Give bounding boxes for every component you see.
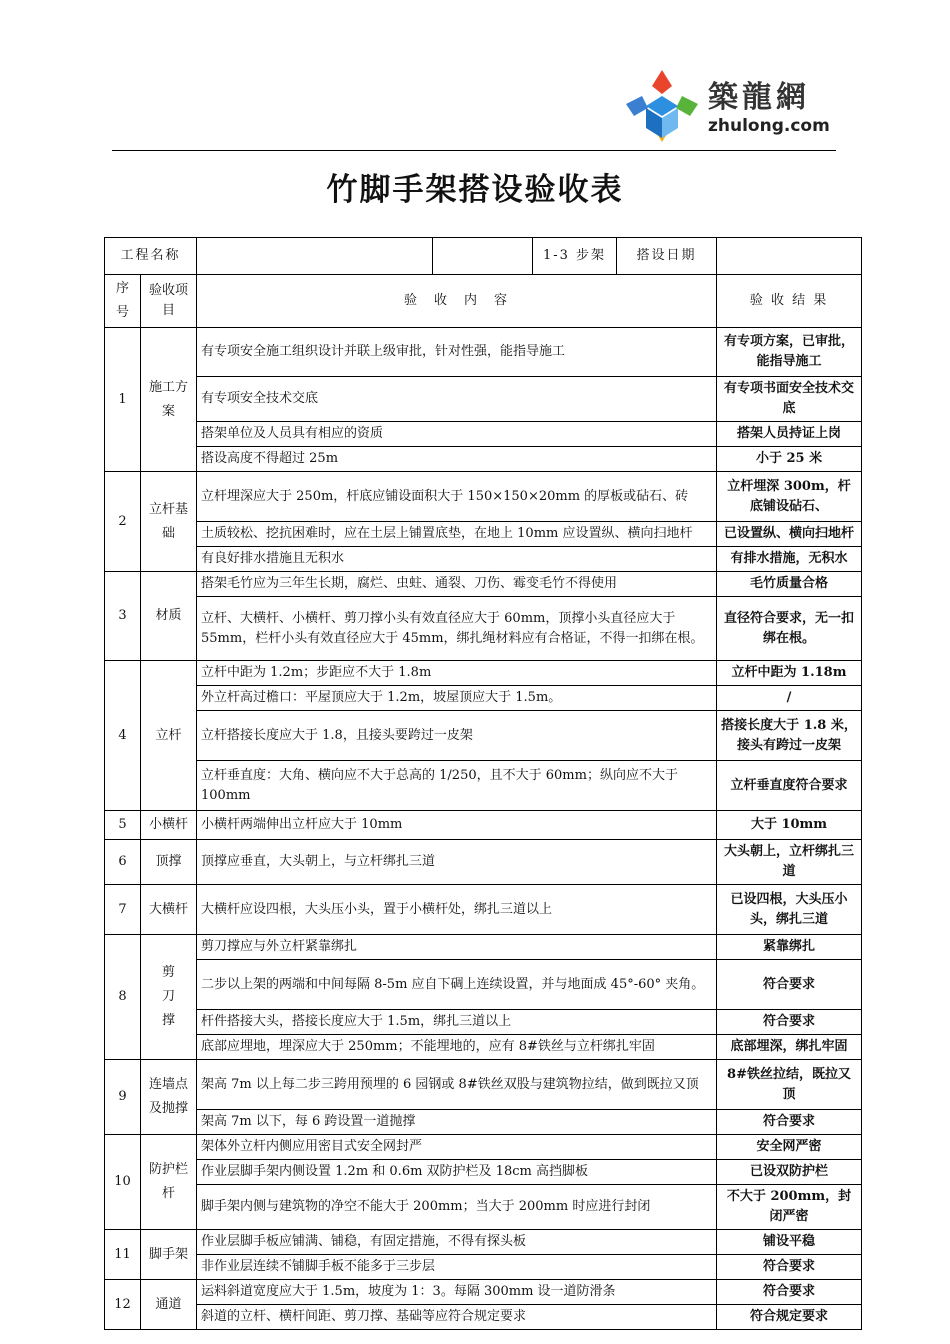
group-number: 9 xyxy=(105,1060,141,1135)
check-result: 已设置纵、横向扫地杆 xyxy=(717,522,862,547)
group-item: 立杆基础 xyxy=(141,472,197,572)
check-result: 大于 10mm xyxy=(717,811,862,840)
group-item-text: 剪刀撑 xyxy=(161,964,175,1028)
check-result: 立杆垂直度符合要求 xyxy=(717,761,862,811)
check-result: 紧靠绑扎 xyxy=(717,935,862,960)
check-result: 安全网严密 xyxy=(717,1135,862,1160)
zhulong-logo xyxy=(622,68,836,146)
group-number: 2 xyxy=(105,472,141,572)
check-content: 剪刀撑应与外立杆紧靠绑扎 xyxy=(197,935,717,960)
group-item: 材质 xyxy=(141,572,197,661)
steps-cell: 1-3 步架 xyxy=(533,238,617,275)
check-content: 有专项安全施工组织设计并联上级审批，针对性强，能指导施工 xyxy=(197,328,717,377)
check-content: 非作业层连续不铺脚手板不能多于三步层 xyxy=(197,1255,717,1280)
check-result: 铺设平稳 xyxy=(717,1230,862,1255)
check-content: 外立杆高过檐口：平屋顶应大于 1.2m，坡屋顶应大于 1.5m。 xyxy=(197,686,717,711)
group-item: 脚手架 xyxy=(141,1230,197,1280)
table-row xyxy=(105,1110,862,1135)
table-row xyxy=(105,1160,862,1185)
group-number: 6 xyxy=(105,840,141,885)
table-row xyxy=(105,522,862,547)
group-item: 大横杆 xyxy=(141,885,197,935)
check-content: 作业层脚手板应铺满、铺稳，有固定措施，不得有探头板 xyxy=(197,1230,717,1255)
check-result: 有专项书面安全技术交底 xyxy=(717,377,862,422)
group-number: 8 xyxy=(105,935,141,1060)
col-result-header: 验 收 结 果 xyxy=(717,275,862,328)
group-item: 连墙点及抛撑 xyxy=(141,1060,197,1135)
blank-cell[interactable] xyxy=(433,238,533,275)
table-row xyxy=(105,1135,862,1160)
check-result: 直径符合要求，无一扣绑在根。 xyxy=(717,597,862,661)
check-result: 已设四根，大头压小头，绑扎三道 xyxy=(717,885,862,935)
check-content: 运料斜道宽度应大于 1.5m，坡度为 1：3。每隔 300mm 设一道防滑条 xyxy=(197,1280,717,1305)
group-number: 7 xyxy=(105,885,141,935)
group-item: 防护栏杆 xyxy=(141,1135,197,1230)
check-content: 立杆、大横杆、小横杆、剪刀撑小头有效直径应大于 60mm，顶撑小头直径应大于 55mm，栏杆小头有效直径应大于 45mm，绑扎绳材料应有合格证，不得一扣绑在根。 xyxy=(197,597,717,661)
check-result: 符合要求 xyxy=(717,1280,862,1305)
check-content: 立杆垂直度：大角、横向应不大于总高的 1/250，且不大于 60mm；纵向应不大于 100mm xyxy=(197,761,717,811)
table-row xyxy=(105,1305,862,1330)
group-number: 1 xyxy=(105,328,141,472)
logo-chinese-text: 築龍網 xyxy=(708,80,810,115)
table-row xyxy=(105,885,862,935)
check-content: 立杆搭接长度应大于 1.8，且接头要跨过一皮架 xyxy=(197,711,717,761)
group-number: 5 xyxy=(105,811,141,840)
table-row xyxy=(105,711,862,761)
table-row xyxy=(105,377,862,422)
check-content: 架体外立杆内侧应用密目式安全网封严 xyxy=(197,1135,717,1160)
check-content: 作业层脚手架内侧设置 1.2m 和 0.6m 双防护栏及 18cm 高挡脚板 xyxy=(197,1160,717,1185)
check-content: 二步以上架的两端和中间每隔 8-5m 应自下碉上连续设置，并与地面成 45°-60° 夹角。 xyxy=(197,960,717,1010)
check-result: 立杆中距为 1.18m xyxy=(717,661,862,686)
group-item: 小横杆 xyxy=(141,811,197,840)
table-row xyxy=(105,1230,862,1255)
group-number: 12 xyxy=(105,1280,141,1330)
table-row xyxy=(105,447,862,472)
check-result: 符合要求 xyxy=(717,1255,862,1280)
table-row xyxy=(105,960,862,1010)
check-content: 土质较松、挖抗困难时，应在土层上铺置底垫，在地上 10mm 应设置纵、横向扫地杆 xyxy=(197,522,717,547)
table-row xyxy=(105,840,862,885)
check-content: 有良好排水措施且无积水 xyxy=(197,547,717,572)
group-item: 顶撑 xyxy=(141,840,197,885)
group-number: 10 xyxy=(105,1135,141,1230)
header-rule xyxy=(112,150,836,151)
table-row xyxy=(105,572,862,597)
group-item: 立杆 xyxy=(141,661,197,811)
col-content-header: 验 收 内 容 xyxy=(197,275,717,328)
date-value[interactable] xyxy=(717,238,862,275)
check-result: 8#铁丝拉结，既拉又顶 xyxy=(717,1060,862,1110)
check-content: 立杆埋深应大于 250m，杆底应铺设面积大于 150×150×20mm 的厚板或砧石、砖 xyxy=(197,472,717,522)
check-content: 立杆中距为 1.2m；步距应不大于 1.8m xyxy=(197,661,717,686)
check-result: 不大于 200mm，封闭严密 xyxy=(717,1185,862,1230)
check-result: 大头朝上，立杆绑扎三道 xyxy=(717,840,862,885)
check-content: 架高 7m 以下，每 6 跨设置一道抛撑 xyxy=(197,1110,717,1135)
check-content: 斜道的立杆、横杆间距、剪刀撑、基础等应符合规定要求 xyxy=(197,1305,717,1330)
table-row xyxy=(105,935,862,960)
col-item-header: 验收项目 xyxy=(141,275,197,328)
project-name-label: 工程名称 xyxy=(105,238,197,275)
col-seq-header: 序号 xyxy=(105,275,141,328)
check-content: 脚手架内侧与建筑物的净空不能大于 200mm；当大于 200mm 时应进行封闭 xyxy=(197,1185,717,1230)
page-title: 竹脚手架搭设验收表 xyxy=(326,172,624,208)
check-result: 小于 25 米 xyxy=(717,447,862,472)
inspection-table xyxy=(104,237,862,1330)
check-result: 毛竹质量合格 xyxy=(717,572,862,597)
table-row xyxy=(105,1255,862,1280)
check-content: 架高 7m 以上每二步三跨用预埋的 6 园钢或 8#铁丝双股与建筑物拉结，做到既拉又顶 xyxy=(197,1060,717,1110)
check-result: 立杆埋深 300m，杆底铺设砧石、 xyxy=(717,472,862,522)
group-item: 施工方案 xyxy=(141,328,197,472)
table-row xyxy=(105,811,862,840)
check-result: 已设双防护栏 xyxy=(717,1160,862,1185)
logo-domain-text: zhulong.com xyxy=(708,116,830,136)
check-result: 符合要求 xyxy=(717,1110,862,1135)
check-result: 符合要求 xyxy=(717,1010,862,1035)
column-header-row xyxy=(105,275,862,328)
check-result: 符合规定要求 xyxy=(717,1305,862,1330)
logo-cube-icon xyxy=(622,68,702,146)
check-result: 符合要求 xyxy=(717,960,862,1010)
table-row xyxy=(105,422,862,447)
check-result: 底部埋深，绑扎牢固 xyxy=(717,1035,862,1060)
check-content: 搭架单位及人员具有相应的资质 xyxy=(197,422,717,447)
check-content: 搭架毛竹应为三年生长期，腐烂、虫蛀、通裂、刀伤、霉变毛竹不得使用 xyxy=(197,572,717,597)
check-content: 搭设高度不得超过 25m xyxy=(197,447,717,472)
check-content: 杆件搭接大头，搭接长度应大于 1.5m，绑扎三道以上 xyxy=(197,1010,717,1035)
info-row xyxy=(105,238,862,275)
table-row xyxy=(105,761,862,811)
date-label: 搭设日期 xyxy=(617,238,717,275)
group-number: 3 xyxy=(105,572,141,661)
table-row xyxy=(105,1185,862,1230)
table-row xyxy=(105,1060,862,1110)
table-row xyxy=(105,1280,862,1305)
table-row xyxy=(105,1035,862,1060)
group-number: 11 xyxy=(105,1230,141,1280)
check-result: / xyxy=(717,686,862,711)
check-content: 底部应埋地，埋深应大于 250mm；不能埋地的，应有 8#铁丝与立杆绑扎牢固 xyxy=(197,1035,717,1060)
check-content: 有专项安全技术交底 xyxy=(197,377,717,422)
check-content: 小横杆两端伸出立杆应大于 10mm xyxy=(197,811,717,840)
check-result: 搭接长度大于 1.8 米，接头有跨过一皮架 xyxy=(717,711,862,761)
check-result: 搭架人员持证上岗 xyxy=(717,422,862,447)
table-row xyxy=(105,547,862,572)
table-row xyxy=(105,328,862,377)
check-result: 有专项方案，已审批，能指导施工 xyxy=(717,328,862,377)
check-content: 大横杆应设四根，大头压小头，置于小横杆处，绑扎三道以上 xyxy=(197,885,717,935)
table-row xyxy=(105,597,862,661)
table-row xyxy=(105,686,862,711)
table-row xyxy=(105,472,862,522)
table-row xyxy=(105,661,862,686)
check-result: 有排水措施，无积水 xyxy=(717,547,862,572)
table-row xyxy=(105,1010,862,1035)
group-item: 通道 xyxy=(141,1280,197,1330)
check-content: 顶撑应垂直，大头朝上，与立杆绑扎三道 xyxy=(197,840,717,885)
group-item xyxy=(141,935,197,1060)
project-name-value[interactable] xyxy=(197,238,433,275)
group-number: 4 xyxy=(105,661,141,811)
